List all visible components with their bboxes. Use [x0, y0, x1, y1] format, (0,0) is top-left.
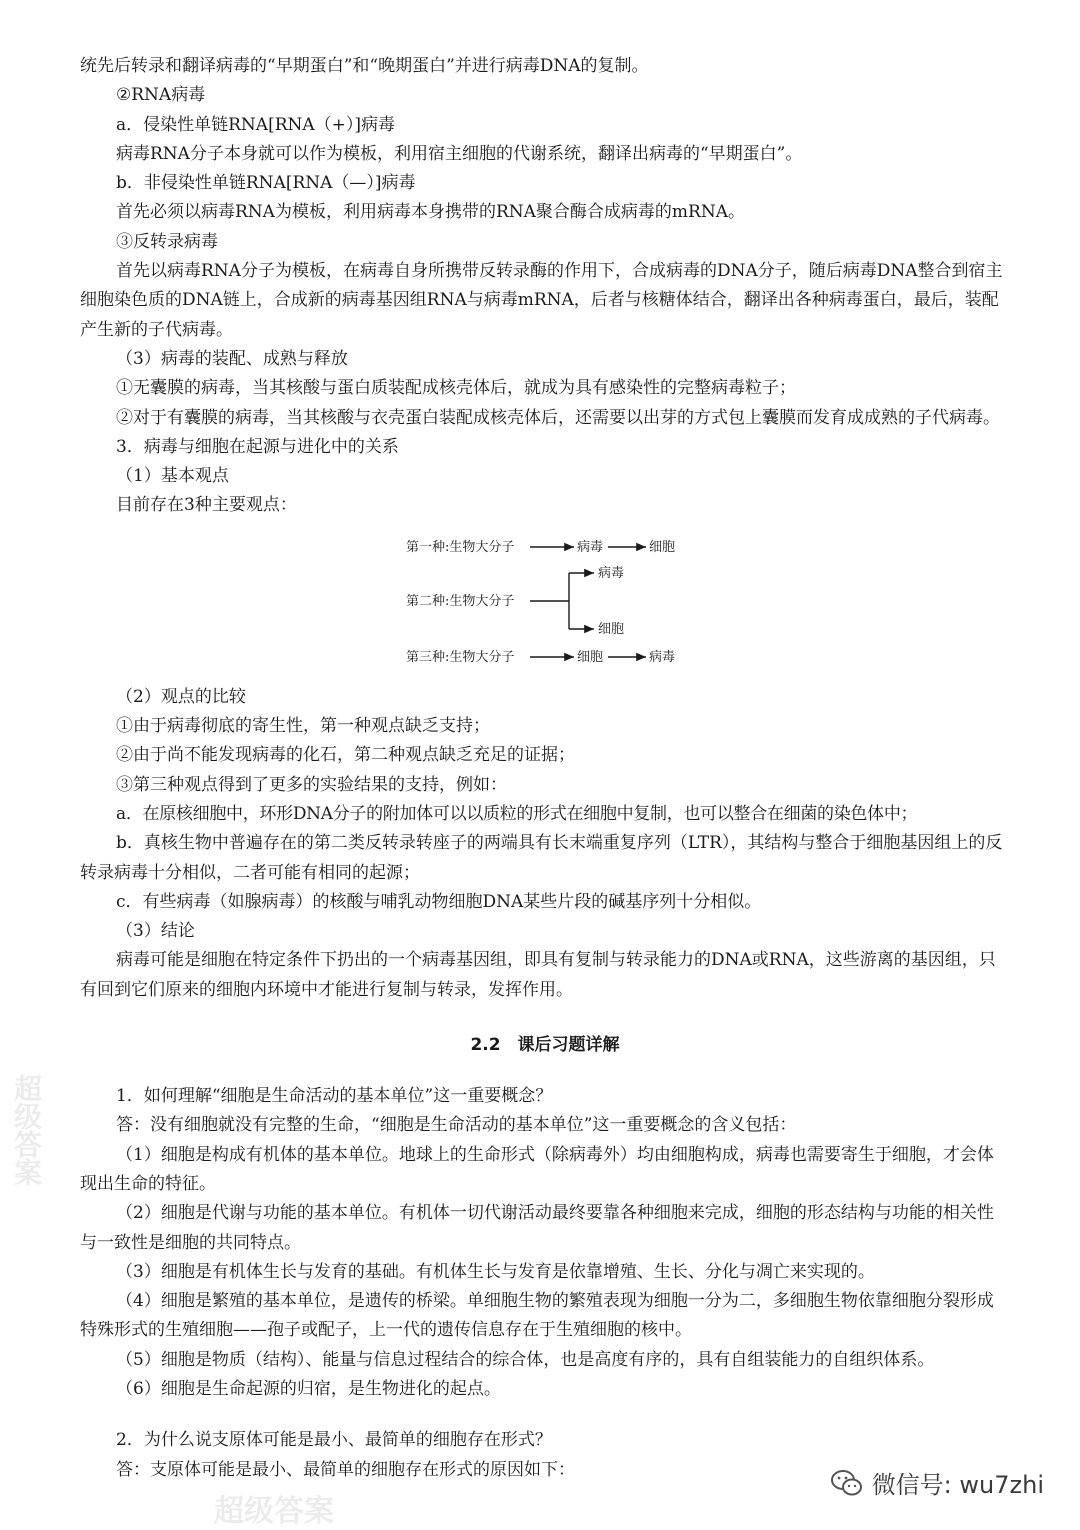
question: 1．如何理解“细胞是生命活动的基本单位”这一重要概念？: [116, 1086, 553, 1107]
answer-item: （5）细胞是物质（结构）、能量与信息过程结合的综合体，也是高度有序的，具有自组装能力的自组织体系。: [116, 1349, 935, 1370]
paragraph: 首先必须以病毒RNA为模板，利用病毒本身携带的RNA聚合酶合成病毒的mRNA。: [116, 202, 745, 223]
page-content: [80, 52, 1010, 1485]
subheading: （2）观点的比较: [116, 686, 246, 707]
paragraph: ①无囊膜的病毒，当其核酸与蛋白质装配成核壳体后，就成为具有感染性的完整病毒粒子；: [116, 378, 796, 399]
paragraph: c．有些病毒（如腺病毒）的核酸与哺乳动物细胞DNA某些片段的碱基序列十分相似。: [116, 891, 762, 912]
answer-item: （6）细胞是生命起源的归宿，是生物进化的起点。: [116, 1378, 501, 1399]
paragraph: ③第三种观点得到了更多的实验结果的支持，例如：: [116, 774, 507, 795]
wechat-id: 微信号: wu7zhi: [871, 1471, 1044, 1499]
watermark: 超级答案: [214, 1494, 334, 1529]
wechat-footer: [830, 1465, 1044, 1500]
paragraph: 首先以病毒RNA分子为模板，在病毒自身所携带反转录酶的作用下，合成病毒的DNA分子，随后病毒DNA整合到宿主细胞染色质的DNA链上，合成新的病毒基因组RNA与病毒mRNA，后者与核糖体结合，翻译出各种病毒蛋白，最后，装配产生新的子代病毒。: [80, 261, 1003, 340]
paragraph: 目前存在3种主要观点：: [116, 495, 297, 516]
subheading: a．侵染性单链RNA[RNA（+）]病毒: [116, 114, 396, 135]
answer: 答：支原体可能是最小、最简单的细胞存在形式的原因如下：: [116, 1459, 575, 1480]
row3-label: 第三种:生物大分子: [406, 649, 515, 665]
subheading: b．非侵染性单链RNA[RNA（—）]病毒: [116, 173, 416, 194]
question: 2．为什么说支原体可能是最小、最简单的细胞存在形式？: [116, 1430, 552, 1451]
origin-hypotheses-diagram: [80, 525, 1010, 683]
subheading: （1）基本观点: [116, 466, 229, 487]
row1-label: 第一种:生物大分子: [406, 539, 515, 555]
paragraph: ①由于病毒彻底的寄生性，第一种观点缺乏支持；: [116, 716, 490, 737]
answer-item: （2）细胞是代谢与功能的基本单位。有机体一切代谢活动最终要靠各种细胞来完成，细胞的形态结构与功能的相关性与一致性是细胞的共同特点。: [80, 1203, 994, 1253]
subheading: ②RNA病毒: [116, 85, 206, 106]
watermark: 超级答案: [10, 1074, 43, 1186]
row2-label: 第二种:生物大分子: [406, 593, 515, 609]
section-heading: 3．病毒与细胞在起源与进化中的关系: [116, 436, 399, 457]
row1-mid: 病毒: [577, 539, 604, 555]
paragraph: 统先后转录和翻译病毒的“早期蛋白”和“晚期蛋白”并进行病毒DNA的复制。: [80, 56, 649, 76]
row1-end: 细胞: [649, 539, 676, 555]
subheading: ③反转录病毒: [116, 231, 218, 252]
answer-item: （4）细胞是繁殖的基本单位，是遗传的桥梁。单细胞生物的繁殖表现为细胞一分为二，多细胞生物依靠细胞分裂形成特殊形式的生殖细胞——孢子或配子，上一代的遗传信息存在于生殖细胞的核中。: [80, 1291, 994, 1341]
row3-end: 病毒: [649, 649, 676, 665]
paragraph: 病毒可能是细胞在特定条件下扔出的一个病毒基因组，即具有复制与转录能力的DNA或RNA，这些游离的基因组，只有回到它们原来的细胞内环境中才能进行复制与转录，发挥作用。: [80, 950, 996, 1000]
row3-mid: 细胞: [577, 649, 604, 665]
answer-item: （3）细胞是有机体生长与发育的基础。有机体生长与发育是依靠增殖、生长、分化与凋亡来实现的。: [116, 1261, 875, 1282]
paragraph: ②由于尚不能发现病毒的化石，第二种观点缺乏充足的证据；: [116, 745, 575, 766]
answer-item: （1）细胞是构成有机体的基本单位。地球上的生命形式（除病毒外）均由细胞构成，病毒也需要寄生于细胞，才会体现出生命的特征。: [80, 1144, 994, 1194]
paragraph: a．在原核细胞中，环形DNA分子的附加体可以以质粒的形式在细胞中复制，也可以整合在细菌的染色体中；: [116, 803, 918, 824]
diagram-svg: [80, 525, 1010, 683]
paragraph: ②对于有囊膜的病毒，当其核酸与衣壳蛋白装配成核壳体后，还需要以出芽的方式包上囊膜而发育成成熟的子代病毒。: [116, 407, 1000, 428]
wechat-icon: [830, 1468, 864, 1498]
paragraph: b．真核生物中普遍存在的第二类反转录转座子的两端具有长末端重复序列（LTR），其结构与整合于细胞基因组上的反转录病毒十分相似，二者可能有相同的起源；: [80, 833, 1003, 883]
subheading: （3）病毒的装配、成熟与释放: [116, 348, 348, 369]
row2-bottom: 细胞: [598, 621, 625, 637]
paragraph: 病毒RNA分子本身就可以作为模板，利用宿主细胞的代谢系统，翻译出病毒的“早期蛋白”。: [116, 143, 803, 164]
subheading: （3）结论: [116, 921, 195, 942]
answer: 答：没有细胞就没有完整的生命，“细胞是生命活动的基本单位”这一重要概念的含义包括：: [116, 1115, 797, 1136]
spacer: [80, 1404, 1010, 1426]
row2-top: 病毒: [598, 565, 625, 581]
section-title: 2.2 课后习题详解: [470, 1035, 620, 1056]
